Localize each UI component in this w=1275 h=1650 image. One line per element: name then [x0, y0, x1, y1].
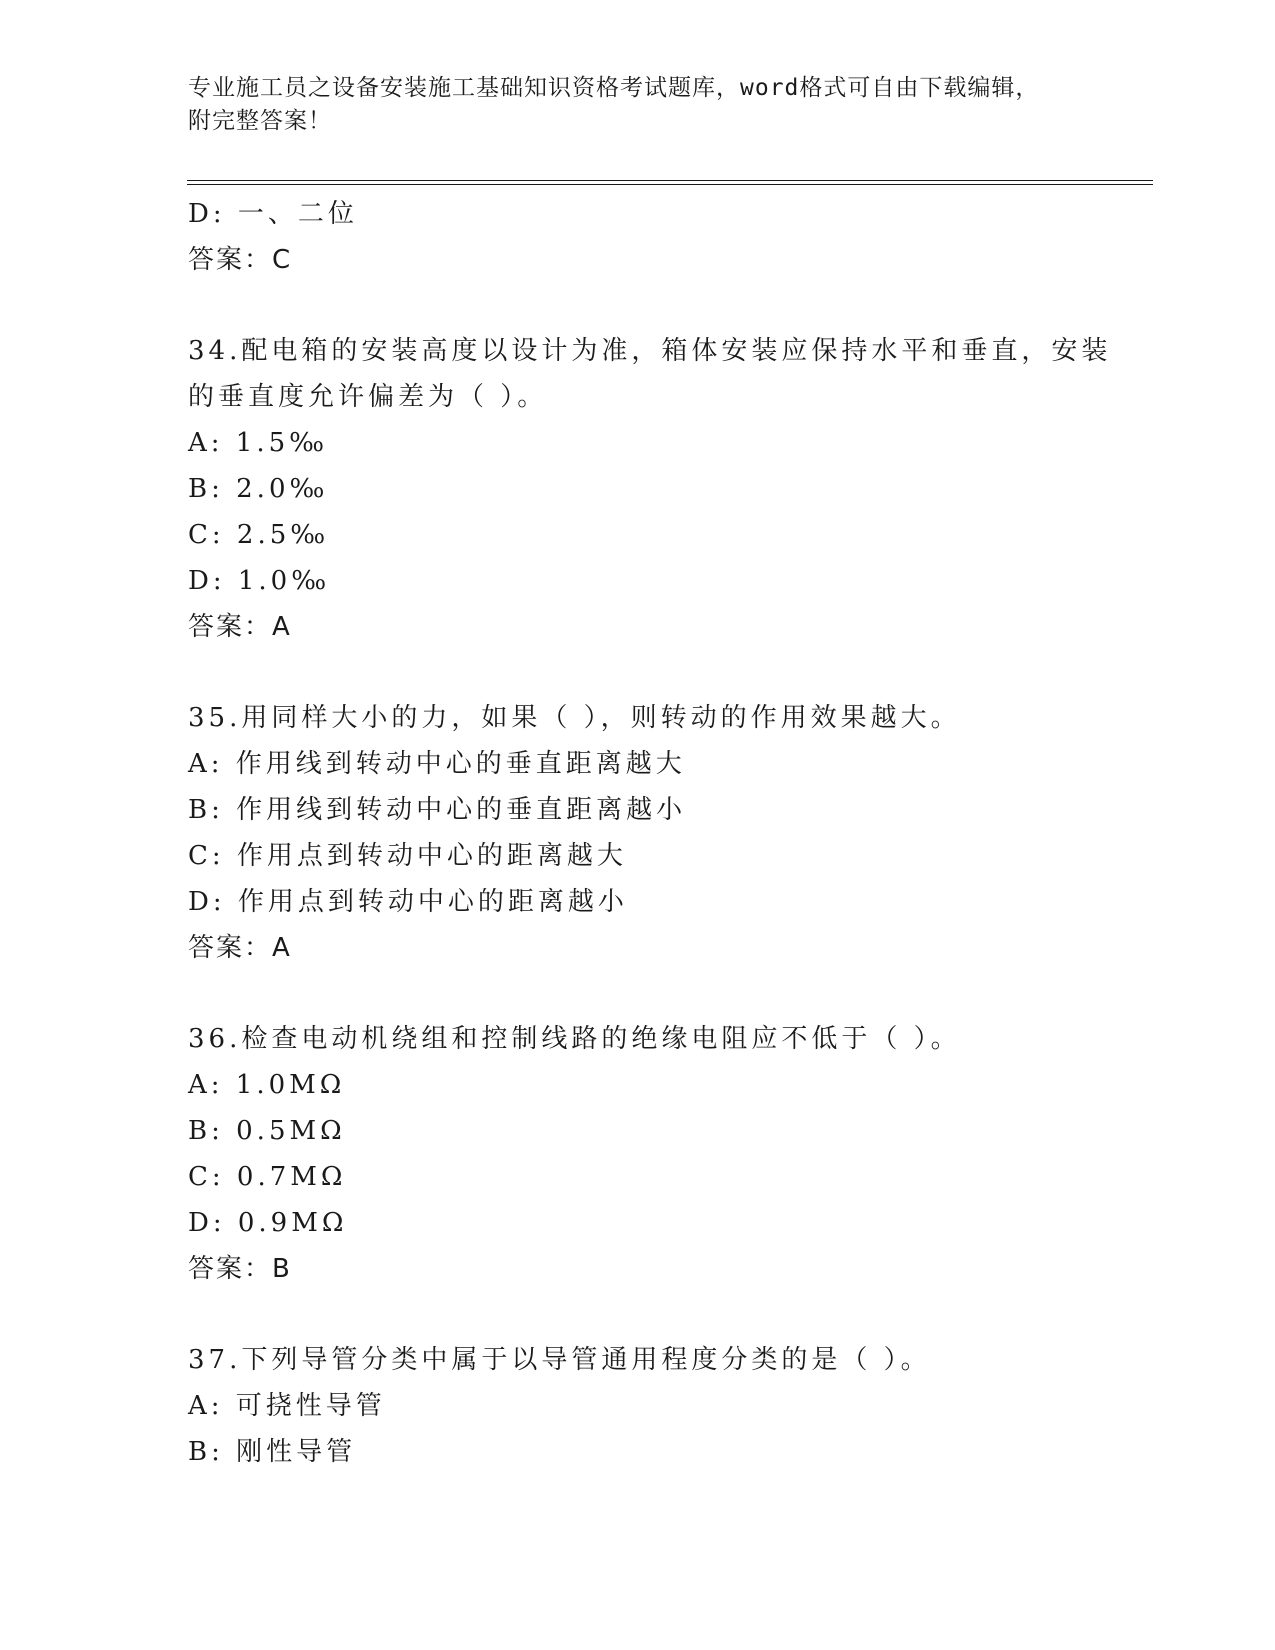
- header-divider-top: [187, 180, 1153, 181]
- option-d: D: 0.9MΩ: [188, 1208, 348, 1238]
- question-stem: 35.用同样大小的力，如果（ ），则转动的作用效果越大。: [188, 703, 961, 733]
- question-36: [188, 1016, 1088, 1292]
- header-line-1: 专业施工员之设备安装施工基础知识资格考试题库，word格式可自由下载编辑，: [188, 75, 1040, 101]
- option-c: C: 2.5‰: [188, 520, 330, 550]
- question-spacer: [188, 971, 1088, 1016]
- question-34: [188, 328, 1112, 650]
- question-spacer: [188, 650, 1088, 695]
- answer-line: 答案：B: [188, 1254, 292, 1284]
- question-stem: 36.检查电动机绕组和控制线路的绝缘电阻应不低于（ ）。: [188, 1024, 961, 1054]
- option-b: B: 0.5MΩ: [188, 1116, 346, 1146]
- answer-line: 答案：A: [188, 933, 292, 963]
- question-stem: 34.配电箱的安装高度以设计为准，箱体安装应保持水平和垂直，安装: [188, 336, 1112, 366]
- answer-line: 答案：A: [188, 612, 292, 642]
- option-a: A: 1.0MΩ: [188, 1070, 346, 1100]
- option-a: A: 1.5‰: [188, 428, 329, 458]
- option-d: D: 1.0‰: [188, 566, 331, 596]
- question-35: [188, 695, 1088, 971]
- question-stem-continued: 的垂直度允许偏差为（ ）。: [188, 382, 548, 412]
- option-b: B: 作用线到转动中心的垂直距离越小: [188, 795, 687, 825]
- answer-line: 答案：C: [188, 245, 293, 275]
- question-37: [188, 1337, 1088, 1475]
- document-header: [188, 72, 1088, 138]
- question-list: [188, 191, 1112, 1475]
- option-d: D: 一、二位: [188, 199, 358, 229]
- question-spacer: [188, 283, 1088, 328]
- question-stem: 37.下列导管分类中属于以导管通用程度分类的是（ ）。: [188, 1345, 931, 1375]
- question-33-tail: [188, 191, 1088, 283]
- header-line-2: 附完整答案！: [188, 108, 332, 134]
- option-d: D: 作用点到转动中心的距离越小: [188, 887, 628, 917]
- question-spacer: [188, 1292, 1088, 1337]
- option-b: B: 刚性导管: [188, 1437, 357, 1467]
- option-a: A: 可挠性导管: [188, 1391, 386, 1421]
- header-divider-bottom: [187, 184, 1153, 185]
- option-c: C: 0.7MΩ: [188, 1162, 347, 1192]
- option-c: C: 作用点到转动中心的距离越大: [188, 841, 627, 871]
- option-b: B: 2.0‰: [188, 474, 329, 504]
- option-a: A: 作用线到转动中心的垂直距离越大: [188, 749, 686, 779]
